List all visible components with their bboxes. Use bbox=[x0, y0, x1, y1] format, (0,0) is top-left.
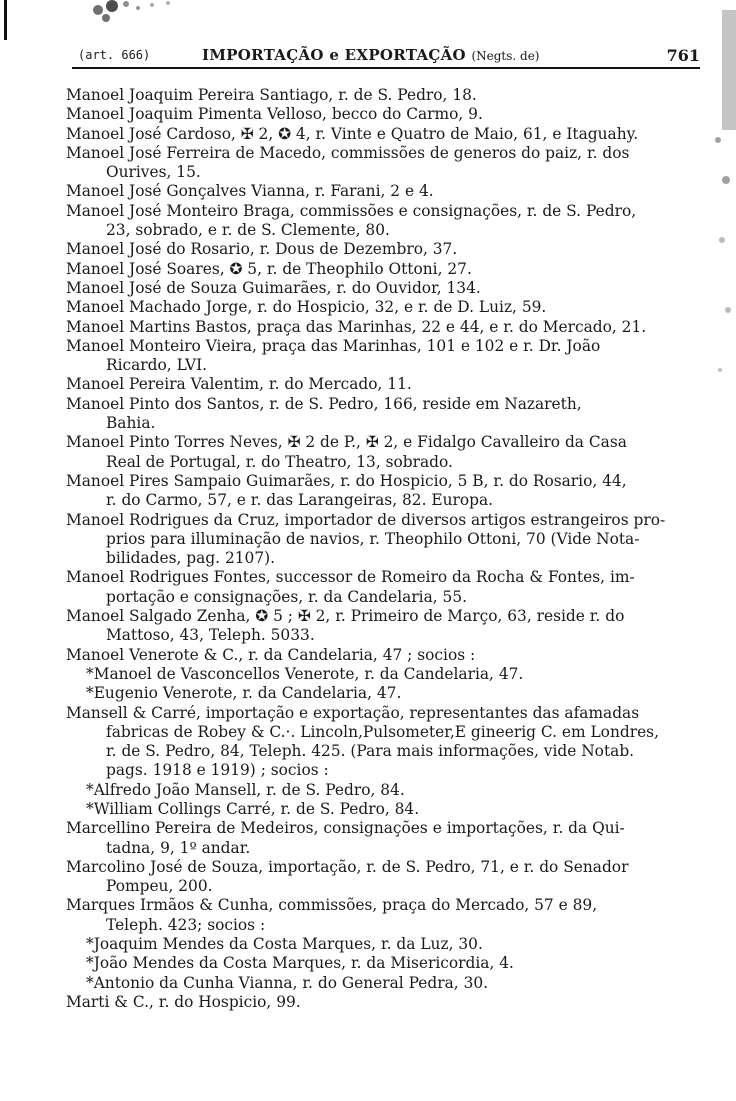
entry-line: Manoel José Monteiro Braga, commissões e consignações, r. de S. Pedro, bbox=[66, 201, 637, 220]
entry-line: *Antonio da Cunha Vianna, r. do General Pedra, 30. bbox=[86, 973, 489, 992]
entry-continuation: portação e consignações, r. da Candelaria, 55. bbox=[106, 587, 468, 606]
directory-entry bbox=[66, 896, 702, 935]
directory-entry bbox=[66, 182, 702, 201]
entry-line: *William Collings Carré, r. de S. Pedro, 84. bbox=[86, 799, 420, 818]
entry-line: Manoel José Cardoso, ✠ 2, ✪ 4, r. Vinte e Quatro de Maio, 61, e Itaguahy. bbox=[66, 124, 639, 143]
entry-line: Manoel Pinto dos Santos, r. de S. Pedro, 166, reside em Nazareth, bbox=[66, 394, 582, 413]
directory-entry bbox=[66, 607, 702, 646]
entry-line: Manoel Rodrigues Fontes, successor de Romeiro da Rocha & Fontes, im- bbox=[66, 568, 635, 587]
directory-entry bbox=[66, 472, 702, 511]
partner-entry bbox=[66, 974, 702, 993]
entry-continuation: Teleph. 423; socios : bbox=[106, 915, 266, 934]
entry-line: Manoel Joaquim Pereira Santiago, r. de S. Pedro, 18. bbox=[66, 86, 477, 104]
entry-line: Marcellino Pereira de Medeiros, consignações e importações, r. da Qui- bbox=[66, 819, 625, 838]
directory-entry bbox=[66, 279, 702, 298]
directory-entry bbox=[66, 568, 702, 607]
entry-continuation: Ricardo, LVI. bbox=[106, 356, 208, 375]
page-header bbox=[70, 46, 700, 68]
directory-entry bbox=[66, 105, 702, 124]
directory-entry bbox=[66, 704, 702, 781]
entry-continuation: fabricas de Robey & C.·. Lincoln,Pulsometer,E gineerig C. em Londres, bbox=[106, 722, 659, 741]
entry-line: Manoel Salgado Zenha, ✪ 5 ; ✠ 2, r. Primeiro de Março, 63, reside r. do bbox=[66, 607, 625, 626]
directory-entry bbox=[66, 298, 702, 317]
entry-continuation: Pompeu, 200. bbox=[106, 877, 213, 896]
ink-smudge-top bbox=[78, 0, 198, 28]
directory-entry bbox=[66, 144, 702, 183]
directory-entry bbox=[66, 395, 702, 434]
directory-entry bbox=[66, 819, 702, 858]
entry-line: Manoel Monteiro Vieira, praça das Marinhas, 101 e 102 e r. Dr. João bbox=[66, 336, 601, 355]
entry-continuation: bilidades, pag. 2107). bbox=[106, 549, 276, 568]
entry-line: Manoel Machado Jorge, r. do Hospicio, 32, e r. de D. Luiz, 59. bbox=[66, 298, 547, 317]
entry-continuation: r. do Carmo, 57, e r. das Larangeiras, 82. Europa. bbox=[106, 491, 494, 510]
entry-continuation: tadna, 9, 1º andar. bbox=[106, 838, 251, 857]
entry-continuation: Real de Portugal, r. do Theatro, 13, sobrado. bbox=[106, 452, 453, 471]
partner-entry bbox=[66, 935, 702, 954]
header-rule bbox=[72, 67, 700, 69]
entry-continuation: Ourives, 15. bbox=[106, 163, 201, 182]
section-title bbox=[202, 46, 540, 64]
entry-continuation: Mattoso, 43, Teleph. 5033. bbox=[106, 626, 315, 645]
entry-line: Manoel Joaquim Pimenta Velloso, becco do Carmo, 9. bbox=[66, 105, 483, 124]
entry-line: *Eugenio Venerote, r. da Candelaria, 47. bbox=[86, 684, 402, 703]
directory-entry bbox=[66, 858, 702, 897]
directory-entry bbox=[66, 240, 702, 259]
entry-continuation: prios para illuminação de navios, r. Theophilo Ottoni, 70 (Vide Nota- bbox=[106, 529, 640, 548]
entry-line: Manoel Pinto Torres Neves, ✠ 2 de P., ✠ 2, e Fidalgo Cavalleiro da Casa bbox=[66, 433, 627, 452]
partner-entry bbox=[66, 684, 702, 703]
partner-entry bbox=[66, 954, 702, 973]
section-subtitle: (Negts. de) bbox=[471, 49, 540, 63]
entry-line: Manoel José Ferreira de Macedo, commissões de generos do paiz, r. dos bbox=[66, 143, 630, 162]
directory-entry bbox=[66, 433, 702, 472]
directory-entries bbox=[66, 86, 702, 1012]
entry-line: Manoel José do Rosario, r. Dous de Dezembro, 37. bbox=[66, 240, 458, 259]
entry-line: Manoel José Soares, ✪ 5, r. de Theophilo Ottoni, 27. bbox=[66, 259, 472, 278]
directory-entry bbox=[66, 993, 702, 1012]
entry-line: Manoel Martins Bastos, praça das Marinhas, 22 e 44, e r. do Mercado, 21. bbox=[66, 317, 647, 336]
entry-line: *Alfredo João Mansell, r. de S. Pedro, 84. bbox=[86, 780, 405, 799]
article-reference: (art. 666) bbox=[78, 48, 151, 62]
ink-smudge-right bbox=[708, 10, 736, 430]
directory-entry bbox=[66, 202, 702, 241]
directory-entry bbox=[66, 125, 702, 144]
directory-entry bbox=[66, 318, 702, 337]
directory-entry bbox=[66, 260, 702, 279]
entry-continuation: pags. 1918 e 1919) ; socios : bbox=[106, 761, 329, 780]
directory-entry bbox=[66, 86, 702, 105]
entry-line: Marcolino José de Souza, importação, r. de S. Pedro, 71, e r. do Senador bbox=[66, 857, 629, 876]
entry-line: Manoel Rodrigues da Cruz, importador de diversos artigos estrangeiros pro- bbox=[66, 510, 666, 529]
partner-entry bbox=[66, 781, 702, 800]
entry-line: Marques Irmãos & Cunha, commissões, praça do Mercado, 57 e 89, bbox=[66, 896, 598, 915]
entry-line: *Manoel de Vasconcellos Venerote, r. da Candelaria, 47. bbox=[86, 664, 524, 683]
directory-entry bbox=[66, 511, 702, 569]
entry-continuation: Bahia. bbox=[106, 414, 156, 433]
page-edge-mark bbox=[4, 0, 7, 40]
directory-entry bbox=[66, 375, 702, 394]
entry-line: Manoel José Gonçalves Vianna, r. Farani, 2 e 4. bbox=[66, 182, 434, 201]
entry-line: Mansell & Carré, importação e exportação, representantes das afamadas bbox=[66, 703, 640, 722]
entry-line: Marti & C., r. do Hospicio, 99. bbox=[66, 992, 301, 1011]
directory-entry bbox=[66, 646, 702, 665]
entry-line: Manoel Venerote & C., r. da Candelaria, 47 ; socios : bbox=[66, 645, 476, 664]
entry-line: Manoel José de Souza Guimarães, r. do Ouvidor, 134. bbox=[66, 278, 481, 297]
partner-entry bbox=[66, 665, 702, 684]
entry-line: *João Mendes da Costa Marques, r. da Misericordia, 4. bbox=[86, 954, 514, 973]
entry-continuation: r. de S. Pedro, 84, Teleph. 425. (Para mais informações, vide Notab. bbox=[106, 742, 635, 761]
entry-line: Manoel Pires Sampaio Guimarães, r. do Hospicio, 5 B, r. do Rosario, 44, bbox=[66, 471, 627, 490]
directory-entry bbox=[66, 337, 702, 376]
partner-entry bbox=[66, 800, 702, 819]
entry-continuation: 23, sobrado, e r. de S. Clemente, 80. bbox=[106, 221, 390, 240]
section-title-text: IMPORTAÇÃO e EXPORTAÇÃO bbox=[202, 46, 466, 64]
entry-line: *Joaquim Mendes da Costa Marques, r. da Luz, 30. bbox=[86, 935, 483, 954]
entry-line: Manoel Pereira Valentim, r. do Mercado, 11. bbox=[66, 375, 412, 394]
page-number: 761 bbox=[666, 46, 700, 65]
